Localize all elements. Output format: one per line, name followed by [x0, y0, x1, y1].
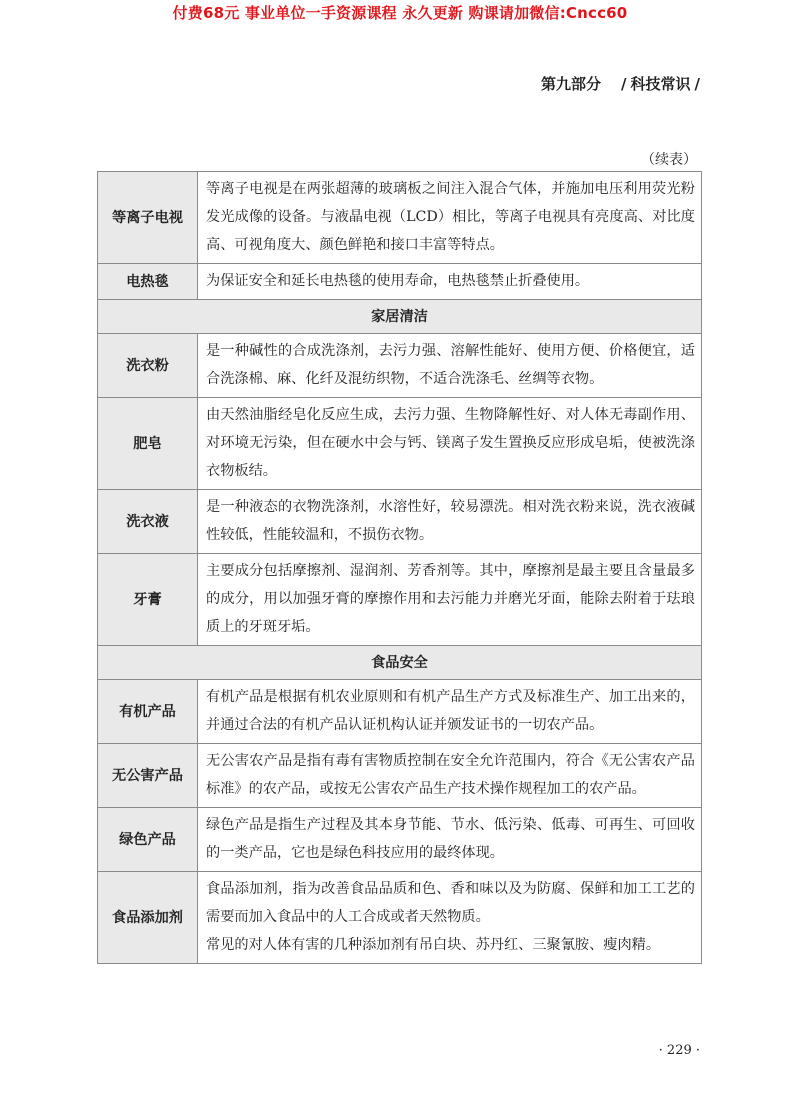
table-row: [98, 872, 702, 964]
term-cell: 洗衣粉: [98, 334, 198, 398]
term-cell: 无公害产品: [98, 744, 198, 808]
table-row: [98, 264, 702, 300]
section-row: [98, 300, 702, 334]
section-heading: 食品安全: [98, 646, 702, 680]
description-text: 常见的对人体有害的几种添加剂有吊白块、苏丹红、三聚氰胺、瘦肉精。: [206, 937, 661, 953]
description-text: 食品添加剂，指为改善食品品质和色、香和味以及为防腐、保鲜和加工工艺的需要而加入食品中的人工合成或者天然物质。: [206, 881, 695, 925]
description-text: 有机产品是根据有机农业原则和有机产品生产方式及标准生产、加工出来的，并通过合法的有机产品认证机构认证并颁发证书的一切农产品。: [206, 689, 695, 733]
term-cell: 绿色产品: [98, 808, 198, 872]
description-cell: [198, 680, 702, 744]
description-text: 绿色产品是指生产过程及其本身节能、节水、低污染、低毒、可再生、可回收的一类产品，它也是绿色科技应用的最终体现。: [206, 817, 695, 861]
continued-label: （续表）: [641, 152, 697, 168]
description-cell: [198, 872, 702, 964]
description-cell: [198, 398, 702, 490]
description-cell: [198, 490, 702, 554]
promo-banner: 付费68元 事业单位一手资源课程 永久更新 购课请加微信:Cncc60: [172, 4, 628, 22]
table-row: [98, 490, 702, 554]
term-cell: 肥皂: [98, 398, 198, 490]
section-heading: 家居清洁: [98, 300, 702, 334]
term-cell: 食品添加剂: [98, 872, 198, 964]
description-cell: [198, 808, 702, 872]
term-cell: 电热毯: [98, 264, 198, 300]
description-text: 是一种液态的衣物洗涤剂，水溶性好，较易漂洗。相对洗衣粉来说，洗衣液碱性较低，性能较温和，不损伤衣物。: [206, 499, 695, 543]
slash-separator: /: [621, 75, 627, 93]
description-text: 无公害农产品是指有毒有害物质控制在安全允许范围内，符合《无公害农产品标准》的农产品，或按无公害农产品生产技术操作规程加工的农产品。: [206, 753, 695, 797]
description-text: 等离子电视是在两张超薄的玻璃板之间注入混合气体，并施加电压利用荧光粉发光成像的设备。与液晶电视（LCD）相比，等离子电视具有亮度高、对比度高、可视角度大、颜色鲜艳和接口丰富等特点。: [206, 181, 695, 253]
description-cell: [198, 172, 702, 264]
slash-separator: /: [694, 75, 700, 93]
description-text: 为保证安全和延长电热毯的使用寿命，电热毯禁止折叠使用。: [206, 273, 590, 289]
content-table: [97, 171, 702, 964]
description-text: 由天然油脂经皂化反应生成，去污力强、生物降解性好、对人体无毒副作用、对环境无污染，但在硬水中会与钙、镁离子发生置换反应形成皂垢，使被洗涤衣物板结。: [206, 407, 695, 479]
description-text: 是一种碱性的合成洗涤剂，去污力强、溶解性能好、使用方便、价格便宜，适合洗涤棉、麻、化纤及混纺织物，不适合洗涤毛、丝绸等衣物。: [206, 343, 695, 387]
description-cell: [198, 334, 702, 398]
table-row: [98, 680, 702, 744]
table-row: [98, 554, 702, 646]
table-row: [98, 808, 702, 872]
description-text: 主要成分包括摩擦剂、湿润剂、芳香剂等。其中，摩擦剂是最主要且含量最多的成分，用以加强牙膏的摩擦作用和去污能力并磨光牙面，能除去附着于珐琅质上的牙斑牙垢。: [206, 563, 695, 635]
description-cell: [198, 744, 702, 808]
term-cell: 牙膏: [98, 554, 198, 646]
table-row: [98, 398, 702, 490]
running-header: [541, 73, 700, 94]
term-cell: 洗衣液: [98, 490, 198, 554]
term-cell: 等离子电视: [98, 172, 198, 264]
header-section: 科技常识: [630, 75, 691, 93]
table-row: [98, 172, 702, 264]
section-row: [98, 646, 702, 680]
header-part: 第九部分: [541, 75, 602, 93]
description-cell: [198, 554, 702, 646]
table-row: [98, 334, 702, 398]
description-cell: [198, 264, 702, 300]
table-row: [98, 744, 702, 808]
term-cell: 有机产品: [98, 680, 198, 744]
page-number: · 229 ·: [658, 1043, 700, 1058]
